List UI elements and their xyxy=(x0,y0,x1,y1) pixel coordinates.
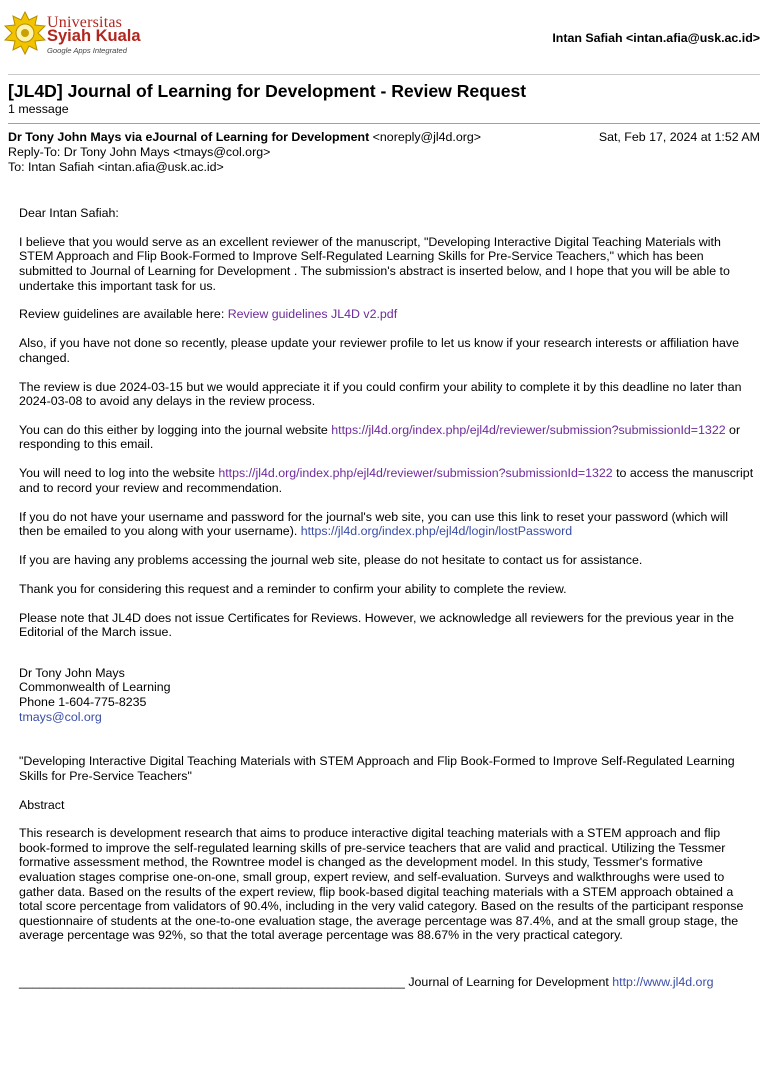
message-meta xyxy=(8,130,760,175)
body-paragraph: I believe that you would serve as an excellent reviewer of the manuscript, "Developing Interactive Digital Teaching Materials with STEM Approach and Flip Book-Formed to Improve Self-Regulated Learning Skills for Pre-Service Teachers," which has been submitted to Journal of Learning for Development . The submission's abstract is inserted below, and I hope that you will be able to undertake this important task for us. xyxy=(19,234,730,293)
logo-name-label: Syiah Kuala xyxy=(47,27,141,45)
signature xyxy=(19,666,754,724)
body-paragraph: Also, if you have not done so recently, please update your reviewer profile to let us know if your research interests or affiliation have changed. xyxy=(19,336,739,365)
text: If you do not have your username and password for the journal's web site, you can use this link to reset your password (which will then be emailed to you along with your username). xyxy=(19,509,728,539)
body-paragraph: If you are having any problems accessing the journal web site, please do not hesitate to contact us for assistance. xyxy=(19,553,643,567)
body-paragraph: The review is due 2024-03-15 but we would appreciate it if you could confirm your ability to complete it by this deadline no later than 2024-03-08 to avoid any delays in the review process. xyxy=(19,379,742,409)
email-subject: [JL4D] Journal of Learning for Development - Review Request xyxy=(8,81,527,101)
signature-phone: Phone 1-604-775-8235 xyxy=(19,694,147,709)
message-body xyxy=(19,206,754,1004)
manuscript-title: "Developing Interactive Digital Teaching Materials with STEM Approach and Flip Book-Formed to Improve Self-Regulated Learning Skills for Pre-Service Teachers" xyxy=(19,754,735,783)
signature-name: Dr Tony John Mays xyxy=(19,665,125,680)
account-label: Intan Safiah <intan.afia@usk.ac.id> xyxy=(552,31,760,45)
footer-line xyxy=(19,975,754,990)
text: or responding to this email. xyxy=(19,422,741,452)
body-paragraph: Please note that JL4D does not issue Certificates for Reviews. However, we acknowledge all reviewers for the previous year in the Editorial of the March issue. xyxy=(19,610,734,640)
text: You can do this either by logging into the journal website xyxy=(19,422,332,437)
reviewer-submission-link[interactable]: https://jl4d.org/index.php/ejl4d/reviewer/submission?submissionId=1322 xyxy=(218,466,613,481)
signature-org: Commonwealth of Learning xyxy=(19,680,171,695)
greeting: Dear Intan Safiah: xyxy=(19,206,119,220)
body-paragraph xyxy=(19,510,754,539)
abstract-text: This research is development research that aims to produce interactive digital teaching materials with a STEM approach and flip book-formed to improve the self-regulated learning skills of pre-service teachers that are valid and practical. Utilizing the Tessmer formative assessment method, the Rowntree model is changed as the development model. In this study, Tessmer's formative evaluation stages comprise one-on-one, small group, expert review, and self-evaluation. Surveys and walkthroughs were used to gather data. Based on the results of the expert review, flip book-based digital teaching materials with a STEM approach obtained a total score percentage from validators of 90.4%, including in the very valid category. Based on the results of the participant response questionnaire of students at the one-to-one evaluation stage, the average percentage was 87.4%, and at the small group stage, the average percentage was 92%, so that the total average percentage was 88.67% in the very practical category. xyxy=(19,826,744,943)
body-paragraph xyxy=(19,423,754,452)
header-divider xyxy=(8,74,760,75)
signature-email-link[interactable]: tmays@col.org xyxy=(19,709,102,724)
body-paragraph: Thank you for considering this request and a reminder to confirm your ability to complete the review. xyxy=(19,581,567,596)
guidelines-link[interactable]: Review guidelines JL4D v2.pdf xyxy=(227,307,398,322)
mail-header xyxy=(0,0,768,72)
university-logo xyxy=(3,8,173,64)
logo-university-label: Universitas xyxy=(47,14,123,31)
sender-name: Dr Tony John Mays via eJournal of Learning for Development xyxy=(8,130,370,144)
message-divider xyxy=(8,123,760,124)
message-date: Sat, Feb 17, 2024 at 1:52 AM xyxy=(598,130,760,144)
message-count: 1 message xyxy=(8,102,69,116)
sender-email: <noreply@jl4d.org> xyxy=(369,130,482,144)
text: You will need to log into the website xyxy=(19,466,219,481)
footer-rule: ________________________________________________________ xyxy=(19,975,405,990)
footer-text: Journal of Learning for Development xyxy=(404,975,613,990)
body-paragraph xyxy=(19,466,754,495)
journal-website-link[interactable]: http://www.jl4d.org xyxy=(612,975,714,990)
logo-subtitle: Google Apps Integrated xyxy=(47,46,127,55)
guidelines-paragraph xyxy=(19,307,754,322)
to-line: To: Intan Safiah <intan.afia@usk.ac.id> xyxy=(8,160,224,174)
lost-password-link[interactable]: https://jl4d.org/index.php/ejl4d/login/lostPassword xyxy=(300,524,573,539)
text: to access the manuscript and to record your review and recommendation. xyxy=(19,466,754,495)
reviewer-submission-link[interactable]: https://jl4d.org/index.php/ejl4d/reviewer/submission?submissionId=1322 xyxy=(331,422,726,437)
abstract-heading: Abstract xyxy=(19,797,65,812)
reply-to-line: Reply-To: Dr Tony John Mays <tmays@col.org> xyxy=(8,145,271,159)
guidelines-prefix: Review guidelines are available here: xyxy=(19,307,228,322)
university-seal-icon xyxy=(3,10,47,56)
